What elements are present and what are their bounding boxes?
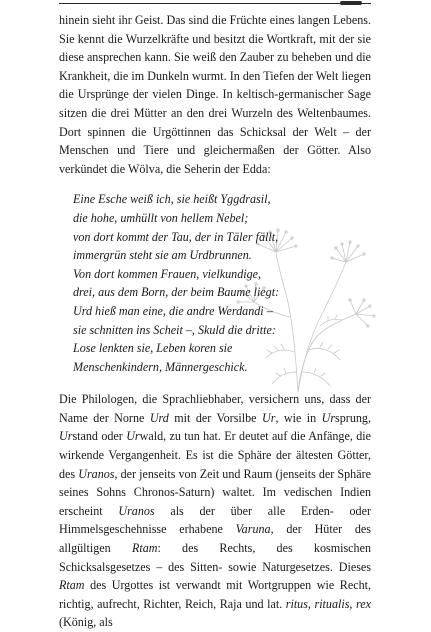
text-run: : des Rechts, des kosmischen Schicksalsgesetzes – des Sitten- sowie Naturgesetzes. Dieses <box>59 541 371 574</box>
verse-line: die hohe, umhüllt von hellem Nebel; <box>73 210 249 225</box>
verse-line: Menschenkindern, Männergeschick. <box>73 359 248 374</box>
verse-line: von dort kommt der Tau, der in Täler fällt, <box>73 229 279 244</box>
text-run: (König, als <box>59 615 113 630</box>
emphasis: ritus, ritualis, rex <box>285 596 371 611</box>
text-run: stand oder <box>72 429 127 444</box>
verse-line: Von dort kommen Frauen, vielkundige, <box>73 266 262 281</box>
verse-line: Eine Esche weiß ich, sie heißt Yggdrasil, <box>73 192 271 207</box>
emphasis: Rtam <box>131 541 158 556</box>
emphasis: Urd <box>149 410 169 425</box>
body-text <box>59 390 371 632</box>
text-run: , wie in <box>275 410 322 425</box>
header-rule <box>59 3 371 4</box>
verse-line: sie schnitten ins Scheit –, Skuld die dritte: <box>73 322 276 337</box>
text-run: als der über alle Erden- oder Himmelsgeschehnisse erhabene <box>59 503 371 537</box>
text-run: , der jenseits von Zeit und Raum (jenseits der Sphäre seines Sohns Chronos-Saturn) waltet. Im vedischen Indien erscheint <box>59 466 371 518</box>
body-paragraph <box>59 390 371 632</box>
emphasis: Ur <box>59 429 73 444</box>
verse-line: Urd hieß man eine, die andre Werdandi – <box>73 303 273 318</box>
text-run: Die Philologen, die Sprachliebhaber, versichern uns, dass der Name der Norne <box>59 392 371 425</box>
emphasis: Uranos <box>78 466 115 481</box>
emphasis: Uranos <box>118 503 155 518</box>
verse-line: drei, aus dem Born, der beim Baume liegt: <box>73 285 280 300</box>
emphasis: Rtam <box>59 578 85 593</box>
page-text <box>59 11 371 632</box>
text-run: mit der Vorsilbe <box>168 410 262 425</box>
verse-line: immergrün steht sie am Urdbrunnen. <box>73 248 252 263</box>
header-ornament <box>340 1 362 5</box>
emphasis: Ur <box>261 410 276 425</box>
intro-text: hinein sieht ihr Geist. Das sind die Früchte eines langen Lebens. Sie kennt die Wurzelkräfte und besitzt die Wortkraft, mit der sie diese ansprechen kann. Sie weiß den Zauber zu beheben und die Krankheit, die im Dunkeln wurmt. In den Tiefen der Welt liegen die Ursprünge der vielen Dinge. In keltisch-germanischer Sage sitzen die drei Mütter an den drei Wurzeln des Weltenbaumes. Dort spinnen die Urgöttinnen das Schicksal der Welt – der Menschen und Tiere und gleichermaßen der Götter. Also verkündet die Wölva, die Seherin der Edda: <box>59 13 371 176</box>
emphasis: Ur <box>321 410 336 425</box>
intro-paragraph <box>59 11 371 178</box>
text-run: des Urgottes ist verwandt mit Wortgruppen wie Recht, richtig, aufrecht, Richter, Reich, Raja und lat. <box>59 578 371 611</box>
edda-verse <box>73 190 371 376</box>
emphasis: Varuna <box>235 522 271 537</box>
text-run: wald, zu tun hat. Er deutet auf die Anfänge, die wirkende Vergangenheit. Es ist die Sphäre der ältesten Götter, des <box>59 429 371 481</box>
emphasis: Ur <box>126 429 140 444</box>
text-run: , der Hüter des allgültigen <box>59 522 371 556</box>
text-run: sprung, <box>335 410 371 425</box>
verse-line: Lose lenkten sie, Leben koren sie <box>73 341 233 356</box>
